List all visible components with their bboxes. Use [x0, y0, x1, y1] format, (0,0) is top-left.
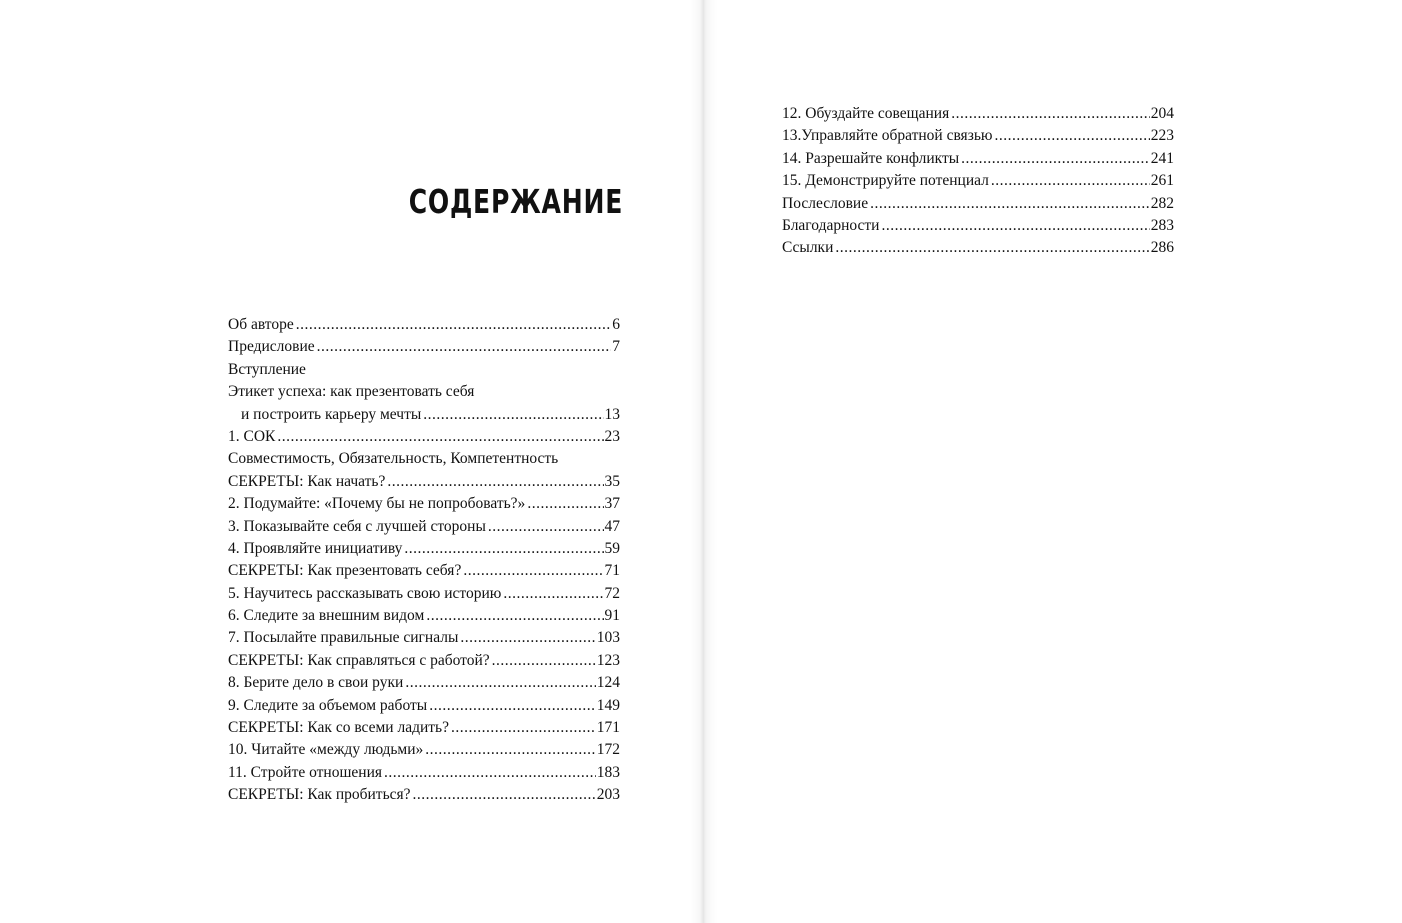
toc-leader-dots	[870, 193, 1150, 215]
toc-entry-page: 72	[604, 584, 620, 602]
toc-entry-text: 15. Демонстрируйте потенциал	[782, 172, 989, 190]
toc-entry	[228, 538, 620, 560]
toc-entry	[228, 650, 620, 672]
toc-entry-text: и построить карьеру мечты	[241, 405, 422, 423]
toc-entry	[228, 381, 620, 403]
toc-leader-dots	[492, 650, 596, 672]
toc-entry-text: 9. Следите за объемом работы	[228, 696, 428, 714]
toc-entry-text: 13.Управляйте обратной связью	[782, 127, 993, 145]
toc-entry	[228, 516, 620, 538]
toc-entry-page: 171	[596, 719, 620, 737]
toc-leader-dots	[835, 237, 1149, 259]
toc-entry-text: 7. Посылайте правильные сигналы	[228, 629, 459, 647]
toc-entry-text: 3. Показывайте себя с лучшей стороны	[228, 517, 486, 535]
toc-leader-dots	[503, 583, 603, 605]
toc-leader-dots	[451, 717, 596, 739]
toc-leader-dots	[277, 426, 603, 448]
toc-entry-page: 261	[1150, 172, 1174, 190]
toc-list-right	[782, 103, 1174, 260]
toc-entry	[228, 336, 620, 358]
toc-leader-dots	[317, 336, 612, 358]
toc-entry	[228, 471, 620, 493]
toc-entry-page: 59	[604, 539, 620, 557]
toc-entry	[228, 762, 620, 784]
toc-leader-dots	[423, 404, 603, 426]
toc-entry-page: 223	[1150, 127, 1174, 145]
toc-entry-page: 91	[604, 607, 620, 625]
toc-entry	[228, 493, 620, 515]
toc-entry-text: 10. Читайте «между людьми»	[228, 741, 424, 759]
toc-entry	[782, 193, 1174, 215]
toc-entry-text: СЕКРЕТЫ: Как начать?	[228, 472, 386, 490]
toc-entry-text: Предисловие	[228, 338, 315, 356]
toc-entry	[782, 237, 1174, 259]
toc-leader-dots	[463, 560, 603, 582]
toc-entry	[228, 627, 620, 649]
toc-entry-page: 35	[604, 472, 620, 490]
toc-entry	[228, 695, 620, 717]
toc-entry	[228, 739, 620, 761]
toc-entry-text: Ссылки	[782, 239, 834, 257]
toc-leader-dots	[413, 784, 596, 806]
right-page	[701, 0, 1402, 923]
toc-entry-text: 8. Берите дело в свои руки	[228, 674, 404, 692]
toc-entry	[228, 426, 620, 448]
toc-entry-page: 241	[1150, 149, 1174, 167]
toc-leader-dots	[991, 170, 1150, 192]
toc-entry	[228, 717, 620, 739]
toc-leader-dots	[488, 516, 604, 538]
toc-leader-dots	[460, 627, 595, 649]
toc-entry-page: 13	[604, 405, 620, 423]
toc-entry-page: 124	[596, 674, 620, 692]
toc-entry-page: 47	[604, 517, 620, 535]
toc-leader-dots	[296, 314, 612, 336]
toc-leader-dots	[426, 605, 603, 627]
toc-entry-page: 172	[596, 741, 620, 759]
toc-entry-page: 71	[604, 562, 620, 580]
toc-entry-page: 204	[1150, 105, 1174, 122]
toc-leader-dots	[881, 215, 1149, 237]
toc-entry-page: 286	[1150, 239, 1174, 257]
toc-entry-page: 149	[596, 696, 620, 714]
toc-leader-dots	[425, 739, 595, 761]
toc-entry-text: СЕКРЕТЫ: Как пробиться?	[228, 786, 411, 804]
toc-leader-dots	[387, 471, 603, 493]
toc-leader-dots	[961, 148, 1150, 170]
toc-entry-page: 37	[604, 495, 620, 513]
toc-entry-text: 1. СОК	[228, 427, 276, 445]
toc-entry-text: 6. Следите за внешним видом	[228, 607, 425, 625]
toc-entry	[782, 125, 1174, 147]
toc-leader-dots	[405, 672, 595, 694]
toc-entry-text: СЕКРЕТЫ: Как презентовать себя?	[228, 562, 462, 580]
toc-entry-page: 23	[604, 427, 620, 445]
toc-leader-dots	[384, 762, 596, 784]
toc-entry-page: 103	[596, 629, 620, 647]
toc-entry-page: 183	[596, 763, 620, 781]
toc-entry-text: СЕКРЕТЫ: Как со всеми ладить?	[228, 719, 449, 737]
toc-entry-text: Вступление	[228, 360, 306, 378]
toc-entry-text: Об авторе	[228, 316, 294, 333]
toc-entry-text: 4. Проявляйте инициативу	[228, 539, 403, 557]
page-title: СОДЕРЖАНИЕ	[408, 182, 623, 221]
toc-leader-dots	[404, 538, 603, 560]
toc-entry-text: 5. Научитесь рассказывать свою историю	[228, 584, 502, 602]
toc-entry-page: 6	[612, 316, 620, 333]
toc-leader-dots	[527, 493, 603, 515]
toc-entry-text: Послесловие	[782, 194, 869, 212]
toc-entry	[228, 314, 620, 336]
toc-entry	[228, 672, 620, 694]
toc-entry	[782, 103, 1174, 125]
toc-entry-page: 7	[612, 338, 620, 356]
toc-entry	[782, 215, 1174, 237]
toc-entry	[228, 404, 620, 426]
toc-entry-page: 283	[1150, 216, 1174, 234]
toc-entry-page: 123	[596, 651, 620, 669]
toc-entry-text: СЕКРЕТЫ: Как справляться с работой?	[228, 651, 490, 669]
toc-entry-text: 12. Обуздайте совещания	[782, 105, 950, 122]
toc-entry	[228, 359, 620, 381]
toc-entry	[228, 784, 620, 806]
toc-entry	[228, 605, 620, 627]
toc-entry	[228, 583, 620, 605]
toc-entry-text: 2. Подумайте: «Почему бы не попробовать?»	[228, 495, 526, 513]
toc-entry-page: 282	[1150, 194, 1174, 212]
toc-entry-text: 11. Стройте отношения	[228, 763, 382, 781]
toc-entry	[782, 148, 1174, 170]
toc-entry	[228, 560, 620, 582]
toc-entry	[782, 170, 1174, 192]
toc-entry-text: Этикет успеха: как презентовать себя	[228, 383, 475, 401]
toc-entry-page: 203	[596, 786, 620, 804]
toc-entry-text: Благодарности	[782, 216, 880, 234]
toc-entry	[228, 448, 620, 470]
toc-entry-text: 14. Разрешайте конфликты	[782, 149, 960, 167]
toc-entry-text: Совместимость, Обязательность, Компетентность	[228, 450, 559, 468]
toc-leader-dots	[951, 103, 1150, 125]
toc-list-left	[228, 314, 620, 807]
toc-leader-dots	[994, 125, 1149, 147]
toc-leader-dots	[429, 695, 596, 717]
